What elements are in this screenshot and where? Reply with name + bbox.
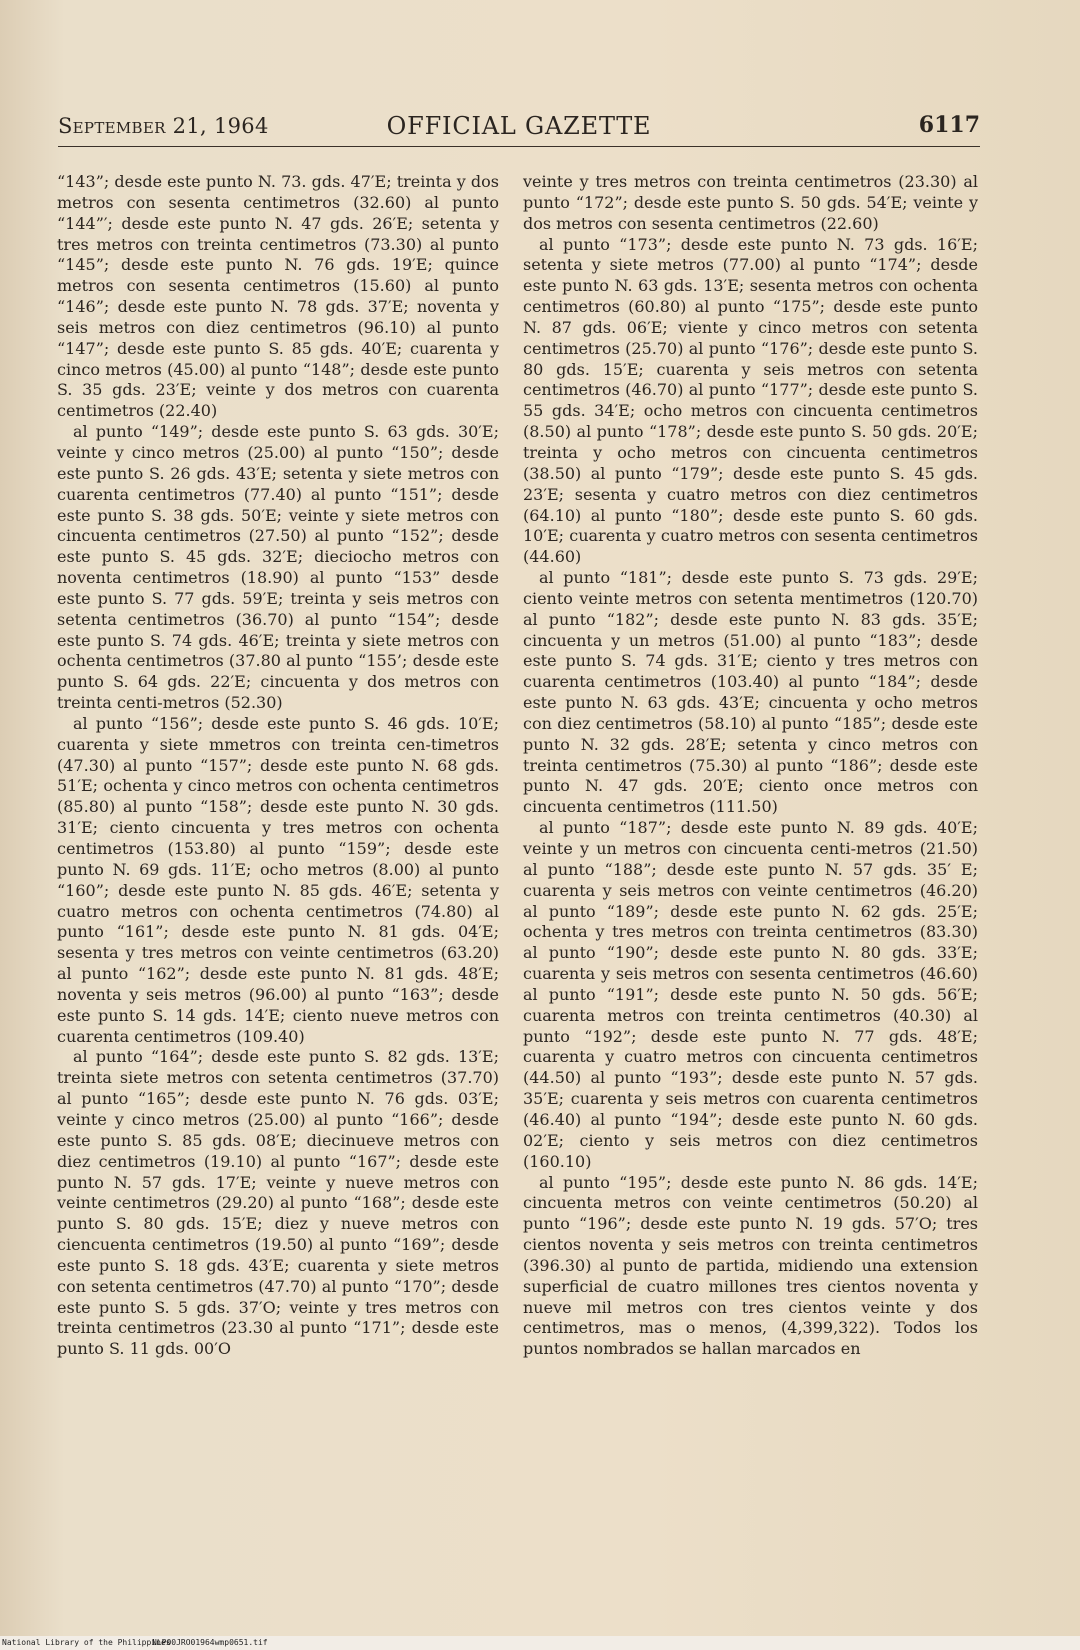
paragraph: al punto “156”; desde este punto S. 46 gds. 10′E; cuarenta y siete mmetros con treinta cen-timetros (47.30) al punto “157”; desde este punto N. 68 gds. 51′E; ochenta y cinco metros con ochenta centimetros (85.80) al punto “158”; desde este punto N. 30 gds. 31′E; ciento cincuenta y tres metros con ochenta centimetros (153.80) al punto “159”; desde este punto N. 69 gds. 11′E; ocho metros (8.00) al punto “160”; desde este punto N. 85 gds. 46′E; setenta y cuatro metros con ochenta centimetros (74.80) al punto “161”; desde este punto N. 81 gds. 04′E; sesenta y tres metros con veinte centimetros (63.20) al punto “162”; desde este punto N. 81 gds. 48′E; noventa y seis metros (96.00) al punto “163”; desde este punto S. 14 gds. 14′E; ciento nueve metros con cuarenta centimetros (109.40) (57, 713, 499, 1046)
paragraph: “143”; desde este punto N. 73. gds. 47′E; treinta y dos metros con sesenta centimetros (32.60) al punto “144”′; desde este punto N. 47 gds. 26′E; setenta y tres metros con treinta centimetros (73.30) al punto “145”; desde este punto N. 76 gds. 19′E; quince metros con sesenta centimetros (15.60) al punto “146”; desde este punto N. 78 gds. 37′E; noventa y seis metros con diez centimetros (96.10) al punto “147”; desde este punto S. 85 gds. 40′E; cuarenta y cinco metros (45.00) al punto “148”; desde este punto S. 35 gds. 23′E; veinte y dos metros con cuarenta centimetros (22.40) (57, 172, 499, 421)
header-date: September 21, 1964 (58, 114, 269, 138)
page-header (58, 112, 980, 147)
paragraph: al punto “164”; desde este punto S. 82 gds. 13′E; treinta siete metros con setenta centimetros (37.70) al punto “165”; desde este punto N. 76 gds. 03′E; veinte y cinco metros (25.00) al punto “166”; desde este punto S. 85 gds. 08′E; diecinueve metros con diez centimetros (19.10) al punto “167”; desde este punto N. 57 gds. 17′E; veinte y nueve metros con veinte centimetros (29.20) al punto “168”; desde este punto S. 80 gds. 15′E; diez y nueve metros con ciencuenta centimetros (19.50) al punto “169”; desde este punto S. 18 gds. 43′E; cuarenta y siete metros con setenta centimetros (47.70) al punto “170”; desde este punto S. 5 gds. 37′O; veinte y tres metros con treinta centimetros (23.30 al punto “171”; desde este punto S. 11 gds. 00′O (57, 1047, 499, 1359)
paragraph: al punto “187”; desde este punto N. 89 gds. 40′E; veinte y un metros con cincuenta centi-metros (21.50) al punto “188”; desde este punto N. 57 gds. 35′ E; cuarenta y seis metros con veinte centimetros (46.20) al punto “189”; desde este punto N. 62 gds. 25′E; ochenta y tres metros con treinta centimetros (83.30) al punto “190”; desde este punto N. 80 gds. 33′E; cuarenta y seis metros con sesenta centimetros (46.60) al punto “191”; desde este punto N. 50 gds. 56′E; cuarenta metros con treinta centimetros (40.30) al punto “192”; desde este punto N. 77 gds. 48′E; cuarenta y cuatro metros con cincuenta centimetros (44.50) al punto “193”; desde este punto N. 57 gds. 35′E; cuarenta y seis metros con cuarenta centimetros (46.40) al punto “194”; desde este punto N. 60 gds. 02′E; ciento y seis metros con diez centimetros (160.10) (523, 818, 978, 1171)
paragraph: al punto “149”; desde este punto S. 63 gds. 30′E; veinte y cinco metros (25.00) al punto “150”; desde este punto S. 26 gds. 43′E; setenta y siete metros con cuarenta centimetros (77.40) al punto “151”; desde este punto S. 38 gds. 50′E; veinte y siete metros con cincuenta centimetros (27.50) al punto “152”; desde este punto S. 45 gds. 32′E; dieciocho metros con noventa centimetros (18.90) al punto “153” desde este punto S. 77 gds. 59′E; treinta y seis metros con setenta centimetros (36.70) al punto “154”; desde este punto S. 74 gds. 46′E; treinta y siete metros con ochenta centimetros (37.80 al punto “155’; desde este punto S. 64 gds. 22′E; cincuenta y dos metros con treinta centi-metros (52.30) (57, 422, 499, 713)
right-column (523, 172, 978, 1360)
paragraph: veinte y tres metros con treinta centimetros (23.30) al punto “172”; desde este punto S. 50 gds. 54′E; veinte y dos metros con sesenta centimetros (22.60) (523, 172, 978, 233)
left-column (57, 172, 499, 1360)
paragraph: al punto “195”; desde este punto N. 86 gds. 14′E; cincuenta metros con veinte centimetros (50.20) al punto “196”; desde este punto N. 19 gds. 57′O; tres cientos noventa y seis metros con treinta centimetros (396.30) al punto de partida, midiendo una extension superficial de cuatro millones tres cientos noventa y nueve mil metros con tres cientos veinte y dos centimetros, mas o menos, (4,399,322). Todos los puntos nombrados se hallan marcados en (523, 1172, 978, 1359)
footer-library: National Library of the Philippines (2, 1638, 171, 1647)
footer-filename: NLP00JRO01964wmp0651.tif (152, 1638, 268, 1647)
paragraph: al punto “181”; desde este punto S. 73 gds. 29′E; ciento veinte metros con setenta mentimetros (120.70) al punto “182”; desde este punto N. 83 gds. 35′E; cincuenta y un metros (51.00) al punto “183”; desde este punto S. 74 gds. 31′E; ciento y tres metros con cuarenta centimetros (103.40) al punto “184”; desde este punto N. 63 gds. 43′E; cincuenta y ocho metros con diez centimetros (58.10) al punto “185”; desde este punto N. 32 gds. 28′E; setenta y cinco metros con treinta centimetros (75.30) al punto “186”; desde este punto N. 47 gds. 20′E; ciento once metros con cincuenta centimetros (111.50) (523, 568, 978, 817)
scan-footer (0, 1636, 1080, 1650)
paragraph: al punto “173”; desde este punto N. 73 gds. 16′E; setenta y siete metros (77.00) al punto “174”; desde este punto N. 63 gds. 13′E; sesenta metros con ochenta centimetros (60.80) al punto “175”; desde este punto N. 87 gds. 06′E; viente y cinco metros con setenta centimetros (25.70) al punto “176”; desde este punto S. 80 gds. 15′E; cuarenta y seis metros con setenta centimetros (46.70) al punto “177”; desde este punto S. 55 gds. 34′E; ocho metros con cincuenta centimetros (8.50) al punto “178”; desde este punto S. 50 gds. 20′E; treinta y ocho metros con cincuenta centimetros (38.50) al punto “179”; desde este punto S. 45 gds. 23′E; sesenta y cuatro metros con diez centimetros (64.10) al punto “180”; desde este punto S. 60 gds. 10′E; cuarenta y cuatro metros con sesenta centimetros (44.60) (523, 234, 978, 567)
page-number: 6117 (918, 112, 980, 138)
header-title: OFFICIAL GAZETTE (386, 112, 652, 140)
